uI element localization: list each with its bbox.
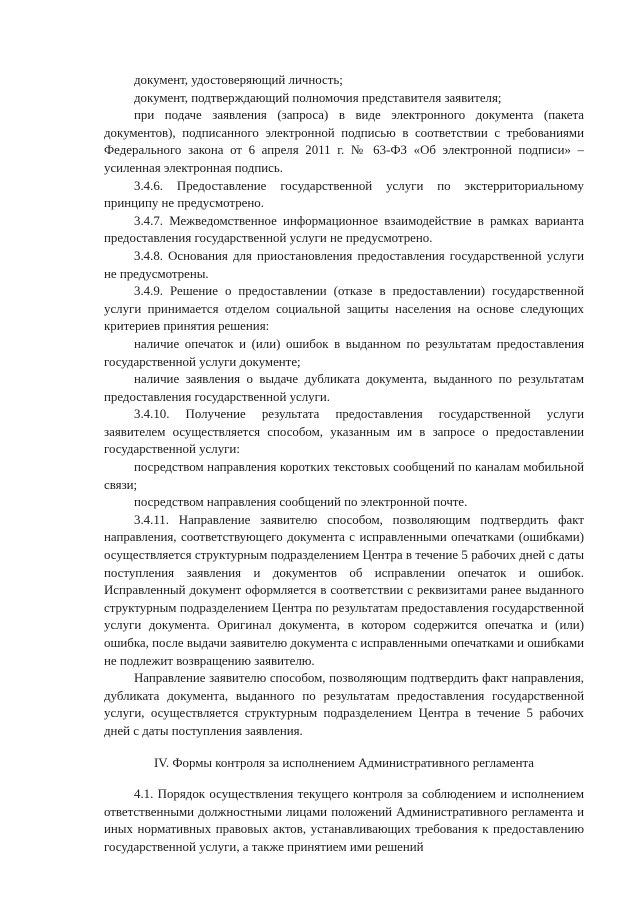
paragraph-representative-document: документ, подтверждающий полномочия представителя заявителя; <box>134 90 502 105</box>
paragraph-3-4-10: 3.4.10. Получение результата предоставления государственной услуги заявителем осуществляется способом, указанным им в запросе о предоставлении государственной услуги: <box>104 407 584 457</box>
paragraph-duplicate-delivery: Направление заявителю способом, позволяющим подтвердить факт направления, дубликата документа, выданного по результатам предоставления государственной услуги, осуществляется структурным подразделением Центра в течение 5 рабочих дней с даты поступления заявления. <box>104 671 584 738</box>
paragraph-3-4-8: 3.4.8. Основания для приостановления предоставления государственной услуги не предусмотрены. <box>104 248 584 281</box>
paragraph-3-4-11: 3.4.11. Направление заявителю способом, позволяющим подтвердить факт направления, соответствующего документа с исправленными опечатками (ошибками) осуществляется структурным подразделением Центра в течение 5 рабочих дней с даты поступления заявления и документов об исправлении опечаток и ошибок. Исправленный документ оформляется в соответствии с реквизитами ранее выданного структурным подразделением Центра по результатам предоставления государственной услуги документа. Оригинал документа, в котором содержится опечатка и (или) ошибка, после выдачи заявителю документа с исправленными опечатками и ошибками не подлежит возвращению заявителю. <box>104 512 584 668</box>
paragraph-sms-channel: посредством направления коротких текстовых сообщений по каналам мобильной связи; <box>104 460 584 492</box>
paragraph-electronic-signature: при подаче заявления (запроса) в виде электронного документа (пакета документов), подписанного электронной подписью в соответствии с требованиями Федерального закона от 6 апреля 2011 г. № 63-ФЗ «Об электронной подписи» – усиленная электронная подпись. <box>104 108 584 175</box>
paragraph-3-4-9: 3.4.9. Решение о предоставлении (отказе в предоставлении) государственной услуги принимается отделом социальной защиты населения на основе следующих критериев принятия решения: <box>104 284 584 334</box>
paragraph-3-4-7: 3.4.7. Межведомственное информационное взаимодействие в рамках варианта предоставления государственной услуги не предусмотрено. <box>104 213 584 246</box>
paragraph-criterion-duplicate: наличие заявления о выдаче дубликата документа, выданного по результатам предоставления государственной услуги. <box>104 372 584 404</box>
paragraph-criterion-errors: наличие опечаток и (или) ошибок в выданном по результатам предоставления государственной услуги документе; <box>104 336 584 369</box>
paragraph-email-channel: посредством направления сообщений по электронной почте. <box>134 495 468 510</box>
paragraph-id-document: документ, удостоверяющий личность; <box>134 73 343 87</box>
paragraph-4-1: 4.1. Порядок осуществления текущего контроля за соблюдением и исполнением ответственными должностными лицами положений Административного регламента и иных нормативных правовых актов, устанавливающих требования к предоставлению государственной услуги, а также принятием ими решений <box>104 787 584 854</box>
section-heading: IV. Формы контроля за исполнением Административного регламента <box>153 755 535 770</box>
paragraph-3-4-6: 3.4.6. Предоставление государственной услуги по экстерриториальному принципу не предусмотрено. <box>104 178 584 211</box>
